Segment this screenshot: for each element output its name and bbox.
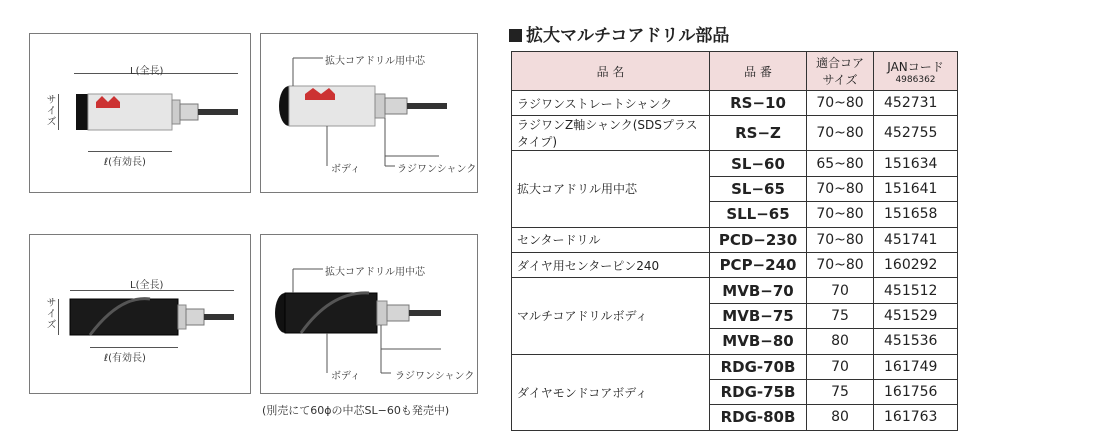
jan-code-cell: 161756 (874, 379, 958, 404)
jan-code-cell: 161763 (874, 405, 958, 430)
table-row (512, 116, 958, 151)
size-label: サイズ (44, 94, 55, 127)
core-size-cell: 70~80 (807, 252, 874, 277)
part-code-cell: SL−60 (710, 151, 807, 176)
effective-length-label: ℓ(有効長) (104, 353, 146, 364)
white-core-drill-image (30, 34, 250, 192)
section-title (509, 21, 729, 46)
core-size-cell: 70~80 (807, 176, 874, 201)
drill-parts-panel-black (260, 234, 478, 394)
effective-length-label: ℓ(有効長) (104, 157, 146, 168)
part-code-cell: MVB−75 (710, 303, 807, 328)
center-pin-label: 拡大コアドリル用中芯 (325, 267, 425, 278)
part-code-cell: RS−Z (710, 116, 807, 151)
black-core-drill-image (30, 235, 250, 393)
core-size-cell: 75 (807, 379, 874, 404)
core-size-cell: 70~80 (807, 227, 874, 252)
table-row (512, 91, 958, 116)
center-pin-label: 拡大コアドリル用中芯 (325, 56, 425, 67)
part-name-cell: ラジワンZ軸シャンク(SDSプラスタイプ) (512, 116, 710, 151)
part-code-cell: SL−65 (710, 176, 807, 201)
table-row (512, 252, 958, 277)
part-code-cell: RS−10 (710, 91, 807, 116)
body-label: ボディ (331, 371, 361, 382)
part-code-cell: RDG-75B (710, 379, 807, 404)
jan-code-cell: 151641 (874, 176, 958, 201)
length-label: L(全長) (130, 66, 164, 77)
jan-code-cell: 452731 (874, 91, 958, 116)
part-code-cell: RDG-70B (710, 354, 807, 379)
shank-label: ラジワンシャンク (395, 371, 475, 382)
table-row (512, 227, 958, 252)
jan-code-cell: 151634 (874, 151, 958, 176)
jan-code-cell: 451741 (874, 227, 958, 252)
header-size (807, 52, 874, 91)
part-code-cell: MVB−70 (710, 278, 807, 303)
header-size-line1: 適合コア (815, 56, 864, 70)
section-title-text: 拡大マルチコアドリル部品 (526, 26, 730, 46)
core-size-cell: 70 (807, 354, 874, 379)
shank-label: ラジワンシャンク (397, 164, 477, 175)
table-row (512, 151, 958, 176)
part-code-cell: SLL−65 (710, 202, 807, 227)
core-size-cell: 80 (807, 405, 874, 430)
caption-note: (別売にて60ϕの中芯SL−60も発売中) (262, 404, 450, 417)
part-name-cell: センタードリル (512, 227, 710, 252)
core-size-cell: 70~80 (807, 116, 874, 151)
part-code-cell: MVB−80 (710, 329, 807, 354)
core-size-cell: 70 (807, 278, 874, 303)
table-row (512, 354, 958, 379)
jan-code-cell: 451512 (874, 278, 958, 303)
jan-code-cell: 451529 (874, 303, 958, 328)
header-jan-line1: JANコード (887, 59, 944, 74)
table-header-row (512, 52, 958, 91)
length-label: L(全長) (130, 280, 164, 291)
header-size-line2: サイズ (822, 73, 858, 87)
part-name-cell: ラジワンストレートシャンク (512, 91, 710, 116)
jan-code-cell: 451536 (874, 329, 958, 354)
table-row (512, 278, 958, 303)
parts-table (511, 51, 958, 431)
core-size-cell: 65~80 (807, 151, 874, 176)
jan-code-cell: 452755 (874, 116, 958, 151)
part-name-cell: 拡大コアドリル用中芯 (512, 151, 710, 227)
header-jan-line2: 4986362 (895, 74, 936, 85)
part-code-cell: RDG-80B (710, 405, 807, 430)
part-name-cell: ダイヤ用センターピン240 (512, 252, 710, 277)
jan-code-cell: 161749 (874, 354, 958, 379)
drill-dimension-panel-white (29, 33, 251, 193)
part-name-cell: ダイヤモンドコアボディ (512, 354, 710, 430)
part-code-cell: PCD−230 (710, 227, 807, 252)
core-size-cell: 70~80 (807, 202, 874, 227)
size-label: サイズ (44, 297, 55, 330)
core-size-cell: 75 (807, 303, 874, 328)
header-name: 品 名 (512, 52, 710, 91)
square-bullet-icon (509, 29, 522, 42)
header-jan (874, 52, 958, 91)
part-code-cell: PCP−240 (710, 252, 807, 277)
jan-code-cell: 151658 (874, 202, 958, 227)
core-size-cell: 80 (807, 329, 874, 354)
drill-dimension-panel-black (29, 234, 251, 394)
drill-parts-panel-white (260, 33, 478, 193)
header-code: 品 番 (710, 52, 807, 91)
body-label: ボディ (331, 164, 361, 175)
part-name-cell: マルチコアドリルボディ (512, 278, 710, 354)
jan-code-cell: 160292 (874, 252, 958, 277)
core-size-cell: 70~80 (807, 91, 874, 116)
